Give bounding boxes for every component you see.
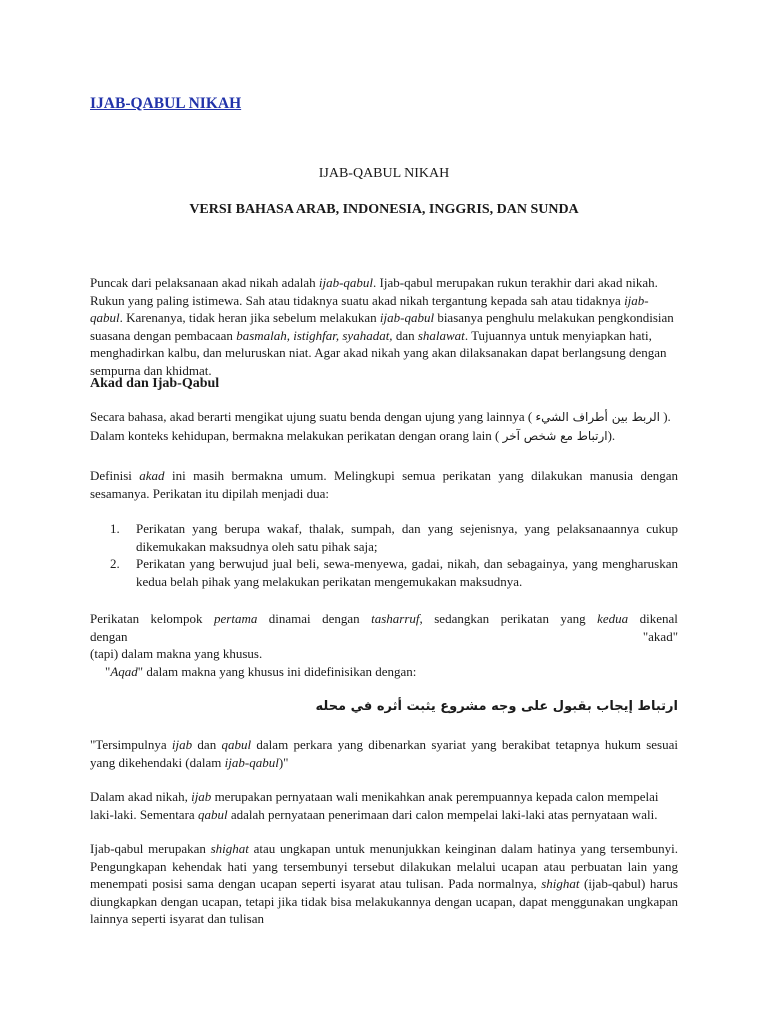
kelompok-paragraph: Perikatan kelompok pertama dinamai dengan tasharruf, sedangkan perikatan yang kedua dikenal dengan "akad" (tapi) dalam makna yang khusus. xyxy=(90,611,678,662)
list-item: 2. Perikatan yang berwujud jual beli, sewa-menyewa, gadai, nikah, dan sebagainya, yang mengharuskan kedua belah pihak yang melakukan perikatan mengemukakan maksudnya. xyxy=(110,556,678,589)
list-item: 1. Perikatan yang berupa wakaf, thalak, sumpah, dan yang sejenisnya, yang pelaksanaannya cukup dikemukakan maksudnya oleh satu pihak saja; xyxy=(110,521,678,554)
title-link[interactable]: IJAB-QABUL NIKAH xyxy=(90,95,242,112)
arabic-definition: ارتباط إيجاب بقبول على وجه مشروع يثبت أثره في محله xyxy=(315,699,678,714)
document-subheading: VERSI BAHASA ARAB, INDONESIA, INGGRIS, DAN SUNDA xyxy=(189,202,579,217)
perikatan-list xyxy=(110,520,678,590)
intro-paragraph: Puncak dari pelaksanaan akad nikah adalah ijab-qabul. Ijab-qabul merupakan rukun terakhir dari akad nikah. Rukun yang paling istimewa. Sah atau tidaknya suatu akad nikah tergantung kepada sah atau tidaknya ijab-qabul. Karenanya, tidak heran jika sebelum melakukan ijab-qabul biasanya penghulu melakukan pengkondisian suasana dengan pembacaan basmalah, istighfar, syahadat, dan shalawat. Tujuannya untuk menyiapkan hati, menghadirkan kalbu, dan meluruskan niat. Agar akad nikah yang akan dilaksanakan dapat berlangsung dengan sempurna dan khidmat. xyxy=(90,275,674,378)
translation-paragraph: "Tersimpulnya ijab dan qabul dalam perkara yang dibenarkan syariat yang berakibat tetapnya hukum sesuai yang dikehendaki (dalam ijab-qabul)" xyxy=(90,737,678,770)
akad-nikah-paragraph: Dalam akad nikah, ijab merupakan pernyataan wali menikahkan anak perempuannya kepada calon mempelai laki-laki. Sementara qabul adalah pernyataan penerimaan dari calon mempelai laki-laki atas pernyataan wali. xyxy=(90,789,659,822)
document-heading: IJAB-QABUL NIKAH xyxy=(318,166,450,181)
section-heading: Akad dan Ijab-Qabul xyxy=(90,376,220,391)
shighat-paragraph: Ijab-qabul merupakan shighat atau ungkapan untuk menunjukkan keinginan dalam hatinya yang tersembunyi. Pengungkapan kehendak hati yang tersembunyi tersebut dilakukan melalui ucapan atau perbuatan lain yang menempati posisi sama dengan ucapan seperti isyarat atau tulisan. Pada normalnya, shighat (ijab-qabul) harus diungkapkan dengan ucapan, tetapi jika tidak bisa melakukannya dengan ucapan, dapat menggunakan ungkapan lainnya seperti isyarat dan tulisan xyxy=(90,841,678,927)
bahasa-paragraph: Secara bahasa, akad berarti mengikat ujung suatu benda dengan ujung yang lainnya ( الربط بين أطراف الشيء ). Dalam konteks kehidupan, bermakna melakukan perikatan dengan orang lain ( ارتباط مع شخص آخر). xyxy=(90,409,671,443)
definisi-paragraph: Definisi akad ini masih bermakna umum. Melingkupi semua perikatan yang dilakukan manusia dengan sesamanya. Perikatan itu dipilah menjadi dua: xyxy=(90,468,678,501)
aqad-paragraph: "Aqad" dalam makna yang khusus ini didefinisikan dengan: xyxy=(105,664,417,679)
